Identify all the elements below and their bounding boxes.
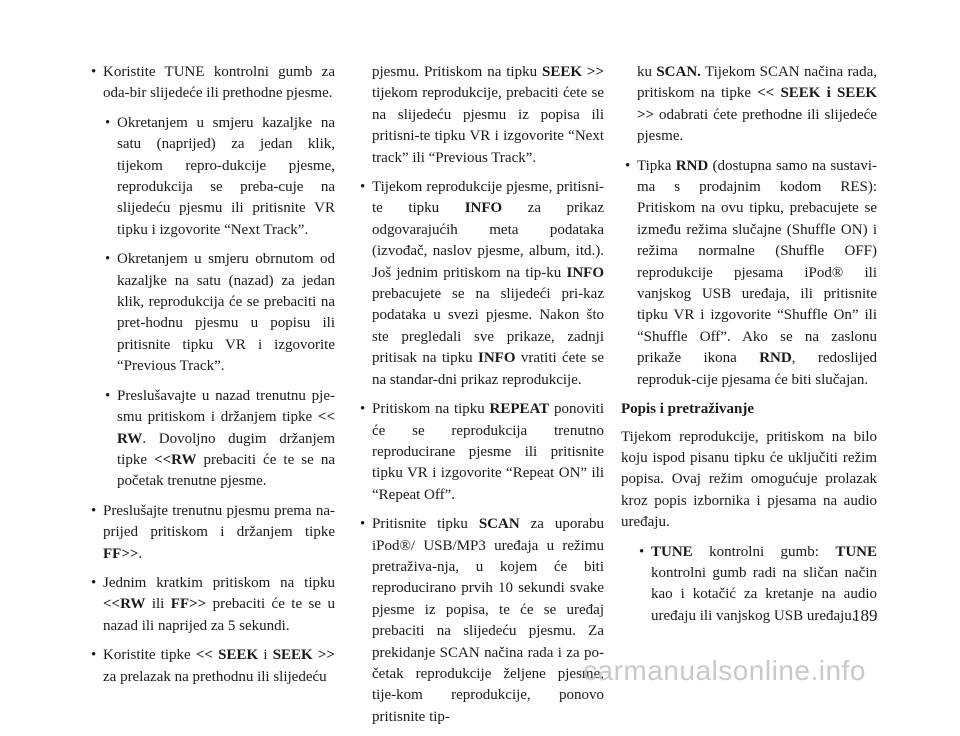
column-2 <box>356 62 604 736</box>
sub-bullet-counterclockwise: • Okretanjem u smjeru obrnutom od kazaljke na satu (nazad) za jedan klik, reprodukcija će se prebaciti na pret-hodnu pjesmu u popisu ili pritisnite tipku VR i izgovorite “Previous Track”. <box>101 249 335 377</box>
page-number: 189 <box>852 606 878 625</box>
section-paragraph: Tijekom reprodukcije, pritiskom na bilo koju ispod pisanu tipku će uključiti režim popisa. Ovaj režim omogućuje prolazak kroz popis izbornika i pjesama na audio uređaju. <box>621 428 877 531</box>
sub-bullet-rewind: • Preslušavajte u nazad trenutnu pje-smu pritiskom i držanjem tipke << RW. Dovoljno dugim držanjem tipke <<RW prebaciti će te se na početak trenutne pjesme. <box>101 386 335 493</box>
bullet-repeat: • Pritiskom na tipku REPEAT ponoviti će se reprodukcija trenutno reproducirane pjesme ili pritisnite tipku VR i izgovorite “Repeat ON” ili “Repeat Off”. <box>356 399 604 506</box>
sub-bullet-clockwise: • Okretanjem u smjeru kazaljke na satu (naprijed) za jedan klik, tijekom repro-dukcije pjesme, reprodukcija se preba-cuje na slijedeću pjesmu ili pritisnite VR tipku i izgovorite “Next Track”. <box>101 113 335 241</box>
bullet-skip-5s: • Jednim kratkim pritiskom na tipku <<RW ili FF>> prebaciti će te se u nazad ili naprijed za 5 sekundi. <box>87 573 335 637</box>
sub-bullet-tune-list: • TUNE kontrolni gumb: TUNE kontrolni gumb radi na sličan način kao i kotačić za kretanje na audio uređaju ili vanjskog USB uređaju. <box>635 542 877 628</box>
seek-continuation: pjesmu. Pritiskom na tipku SEEK >> tijekom reprodukcije, prebaciti ćete se na slijedeću pjesmu iz popisa ili pritisni-te tipku VR i izgovorite “Next track” ili “Previous Track”. <box>372 64 604 166</box>
column-3 <box>621 62 877 635</box>
bullet-info: • Tijekom reprodukcije pjesme, pritisni-te tipku INFO za prikaz odgovarajućih meta podataka (izvođač, naslov pjesme, album, itd.). Još jednim pritiskom na tip-ku INFO prebacujete se na slijedeći pri-kaz podataka u svezi pjesme. Nakon što ste pregledali sve prikaze, zadnji pritisak na tipku INFO vratiti ćete se na standar-dni prikaz reprodukcije. <box>356 177 604 391</box>
watermark: carmanualsonline.info <box>583 655 866 686</box>
bullet-tune-knob: • Koristite TUNE kontrolni gumb za oda-bir slijedeće ili prethodne pjesme. <box>87 62 335 105</box>
section-heading: Popis i pretraživanje <box>621 401 755 418</box>
bullet-fast-forward: • Preslušajte trenutnu pjesmu prema na-prijed pritiskom i držanjem tipke FF>>. <box>87 501 335 565</box>
bullet-seek: • Koristite tipke << SEEK i SEEK >> za prelazak na prethodnu ili slijedeću <box>87 645 335 688</box>
column-1 <box>87 62 335 696</box>
bullet-rnd: • Tipka RND (dostupna samo na sustavi-ma s prodajnim kodom RES): Pritiskom na ovu tipku, prebacujete se između režima slučajne (Shuffle ON) i režima normalne (Shuffle OFF) reprodukcije pjesama iPod® ili vanjskog USB uređaja, ili pritisnite tipku VR i izgovorite “Shuffle On” ili “Shuffle Off”. Ako se na zaslonu prikaže ikona RND, redoslijed reproduk-cije pjesama će biti slučajan. <box>621 156 877 391</box>
bullet-scan: • Pritisnite tipku SCAN za uporabu iPod®/ USB/MP3 uređaja u režimu pretraživa-nja, u kojem će biti reproducirano prvih 10 sekundi svake pjesme iz popisa, te će se uređaj prebaciti na slijedeću pjesmu. Za prekidanje SCAN načina rada i za po-četak reprodukcije željene pjesme, tije-kom reprodukcije, ponovo pritisnite tip- <box>356 514 604 728</box>
scan-continuation: ku SCAN. Tijekom SCAN načina rada, pritiskom na tipke << SEEK i SEEK >> odabrati ćete prethodne ili slijedeće pjesme. <box>637 64 878 145</box>
